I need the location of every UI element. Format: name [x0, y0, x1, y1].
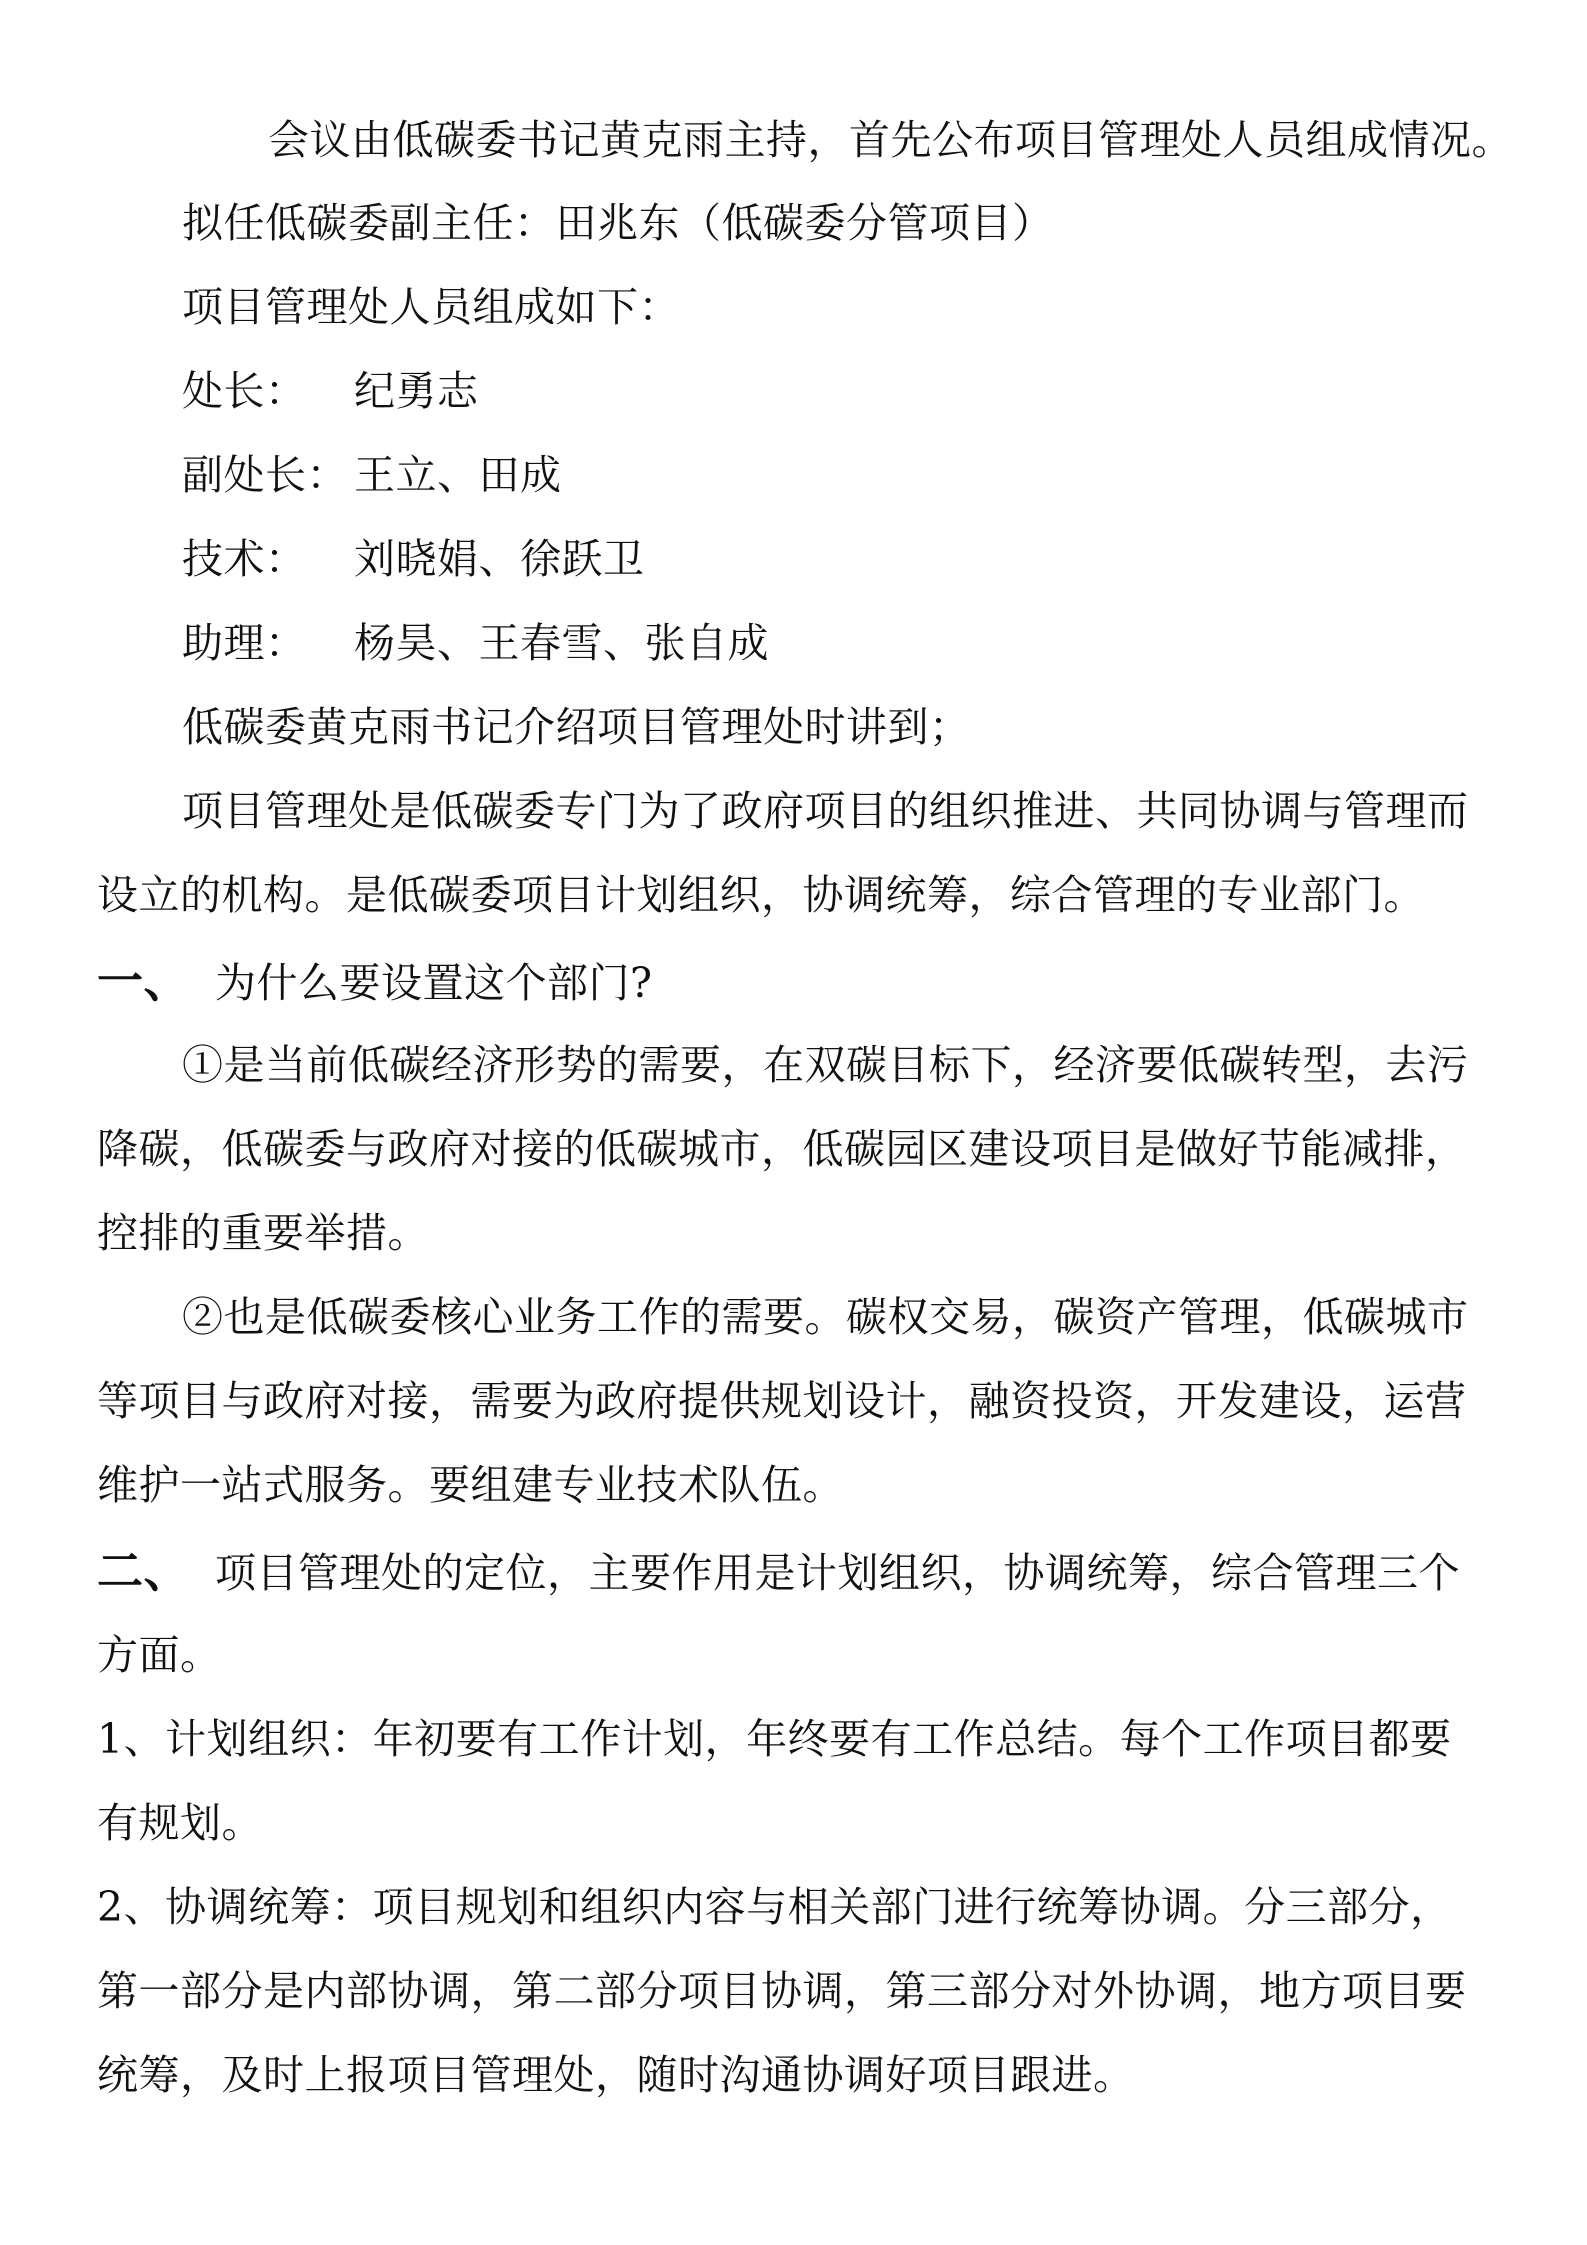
speech-intro: 低碳委黄克雨书记介绍项目管理处时讲到； [182, 703, 971, 751]
section-1-heading [97, 956, 1497, 1008]
section-2-item-2-line-1: 2、协调统筹：项目规划和组织内容与相关部门进行统筹协调。分三部分， [97, 1883, 1452, 1931]
staff-role: 副处长： [182, 451, 348, 499]
section-1-p2-line-1: ②也是低碳委核心业务工作的需要。碳权交易，碳资产管理，低碳城市 [182, 1293, 1469, 1341]
section-2-item-2-line-3: 统筹，及时上报项目管理处，随时沟通协调好项目跟进。 [97, 2051, 1135, 2099]
section-2-heading [97, 1546, 1497, 1598]
section-1-p2-line-2: 等项目与政府对接，需要为政府提供规划设计，融资投资，开发建设，运营 [97, 1377, 1467, 1425]
staff-names: 杨昊、王春雪、张自成 [354, 619, 769, 667]
staff-role: 技术： [182, 535, 307, 583]
staff-row-deputy [182, 450, 1582, 500]
section-2-heading-cont: 方面。 [97, 1631, 222, 1679]
section-number: 一、 [97, 954, 190, 1008]
section-1-p1-line-2: 降碳，低碳委与政府对接的低碳城市，低碳园区建设项目是做好节能减排， [97, 1125, 1467, 1173]
staff-title: 项目管理处人员组成如下： [182, 283, 680, 331]
staff-row-technical [182, 534, 1582, 584]
staff-role: 处长： [182, 367, 307, 415]
staff-names: 王立、田成 [354, 451, 562, 499]
section-1-p1-line-1: ①是当前低碳经济形势的需要，在双碳目标下，经济要低碳转型，去污 [182, 1041, 1469, 1089]
section-2-item-2-line-2: 第一部分是内部协调，第二部分项目协调，第三部分对外协调，地方项目要 [97, 1967, 1467, 2015]
section-1-p1-line-3: 控排的重要举措。 [97, 1209, 429, 1257]
staff-names: 刘晓娟、徐跃卫 [354, 535, 645, 583]
section-title: 项目管理处的定位，主要作用是计划组织，协调统筹，综合管理三个 [215, 1549, 1460, 1597]
staff-row-assistant [182, 618, 1582, 668]
staff-row-director [182, 366, 1582, 416]
deputy-director-line: 拟任低碳委副主任：田兆东（低碳委分管项目） [182, 199, 1054, 247]
section-2-item-1-line-1: 1、计划组织：年初要有工作计划，年终要有工作总结。每个工作项目都要 [97, 1715, 1452, 1763]
description-line-1: 项目管理处是低碳委专门为了政府项目的组织推进、共同协调与管理而 [182, 787, 1469, 835]
section-number: 二、 [97, 1544, 190, 1598]
intro-paragraph: 会议由低碳委书记黄克雨主持，首先公布项目管理处人员组成情况。 [268, 116, 1513, 164]
section-title: 为什么要设置这个部门? [215, 959, 653, 1007]
section-2-item-1-line-2: 有规划。 [97, 1799, 263, 1847]
description-line-2: 设立的机构。是低碳委项目计划组织，协调统筹，综合管理的专业部门。 [97, 871, 1425, 919]
staff-names: 纪勇志 [354, 367, 479, 415]
staff-role: 助理： [182, 619, 307, 667]
section-1-p2-line-3: 维护一站式服务。要组建专业技术队伍。 [97, 1461, 844, 1509]
